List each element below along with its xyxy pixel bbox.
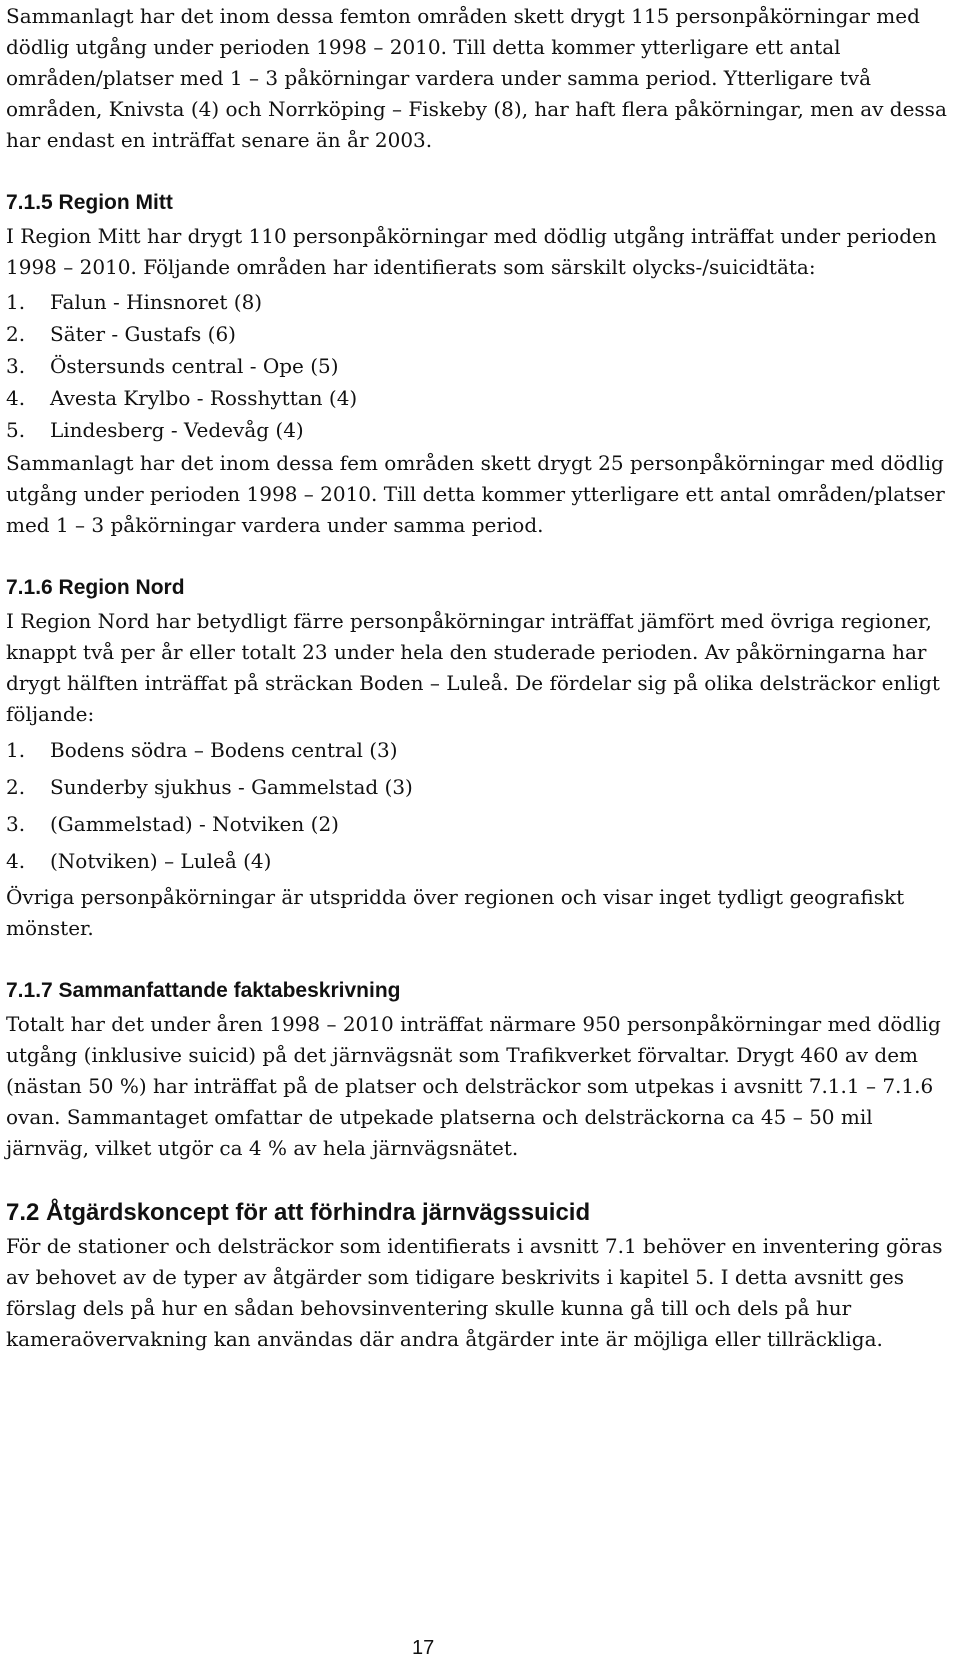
heading-region-mitt: 7.1.5 Region Mitt [6, 191, 173, 214]
region-nord-list [6, 732, 950, 880]
list-item: 4. (Notviken) – Luleå (4) [6, 849, 272, 873]
region-nord-intro: I Region Nord har betydligt färre personpåkörningar inträffat jämfört med övriga regioner, knappt två per år eller totalt 23 under hela den studerade perioden. Av påkörningarna har drygt hälften inträffat på sträckan Boden – Luleå. De fördelar sig på olika delsträckor enligt följande: [6, 609, 940, 726]
heading-summary-facts: 7.1.7 Sammanfattande faktabeskrivning [6, 979, 401, 1002]
heading-measures: 7.2 Åtgärdskoncept för att förhindra järnvägssuicid [6, 1199, 591, 1226]
region-mitt-summary: Sammanlagt har det inom dessa fem områden skett drygt 25 personpåkörningar med dödlig utgång under perioden 1998 – 2010. Till detta kommer ytterligare ett antal områden/platser med 1 – 3 påkörningar vardera under samma period. [6, 451, 945, 537]
region-mitt-list [6, 286, 950, 446]
list-item: 5. Lindesberg - Vedevåg (4) [6, 418, 304, 442]
document-page [6, 0, 950, 1355]
heading-region-nord: 7.1.6 Region Nord [6, 576, 185, 599]
summary-facts-paragraph: Totalt har det under åren 1998 – 2010 inträffat närmare 950 personpåkörningar med dödlig utgång (inklusive suicid) på det järnvägsnät som Trafikverket förvaltar. Drygt 460 av dem (nästan 50 %) har inträffat på de platser och delsträckor som utpekas i avsnitt 7.1.1 – 7.1.6 ovan. Sammantaget omfattar de utpekade platserna och delsträckorna ca 45 – 50 mil järnväg, vilket utgör ca 4 % av hela järnvägsnätet. [6, 1012, 941, 1160]
list-item: 2. Säter - Gustafs (6) [6, 322, 236, 346]
intro-paragraph: Sammanlagt har det inom dessa femton områden skett drygt 115 personpåkörningar med dödlig utgång under perioden 1998 – 2010. Till detta kommer ytterligare ett antal områden/platser med 1 – 3 påkörningar vardera under samma period. Ytterligare två områden, Knivsta (4) och Norrköping – Fiskeby (8), har haft flera påkörningar, men av dessa har endast en inträffat senare än år 2003. [6, 4, 947, 152]
region-nord-summary: Övriga personpåkörningar är utspridda över regionen och visar inget tydligt geografiskt mönster. [6, 885, 905, 940]
list-item: 1. Falun - Hinsnoret (8) [6, 290, 263, 314]
list-item: 2. Sunderby sjukhus - Gammelstad (3) [6, 775, 413, 799]
measures-paragraph: För de stationer och delsträckor som identifierats i avsnitt 7.1 behöver en inventering göras av behovet av de typer av åtgärder som tidigare beskrivits i kapitel 5. I detta avsnitt ges förslag dels på hur en sådan behovsinventering skulle kunna gå till och dels på hur kameraövervakning kan användas där andra åtgärder inte är möjliga eller tillräckliga. [6, 1234, 943, 1351]
region-mitt-intro: I Region Mitt har drygt 110 personpåkörningar med dödlig utgång inträffat under perioden 1998 – 2010. Följande områden har identifierats som särskilt olycks-/suicidtäta: [6, 224, 937, 279]
list-item: 3. Östersunds central - Ope (5) [6, 354, 339, 378]
list-item: 3. (Gammelstad) - Notviken (2) [6, 812, 339, 836]
list-item: 1. Bodens södra – Bodens central (3) [6, 738, 398, 762]
list-item: 4. Avesta Krylbo - Rosshyttan (4) [6, 386, 358, 410]
